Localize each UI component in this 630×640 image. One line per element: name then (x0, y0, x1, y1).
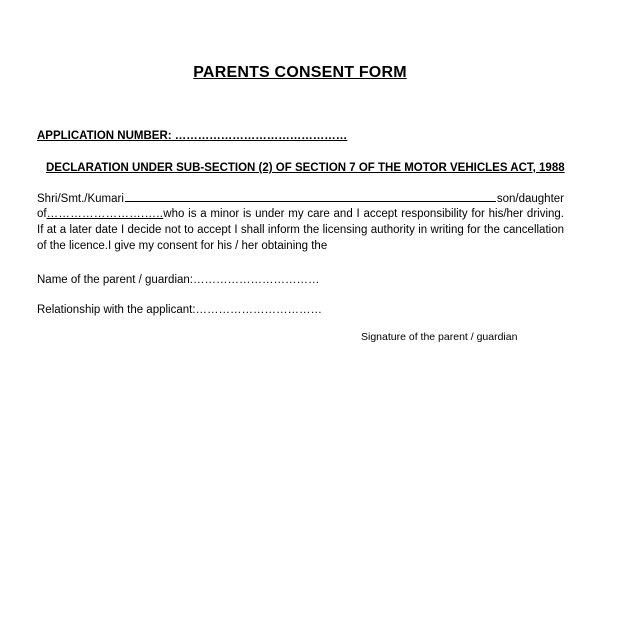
shri-label: Shri/Smt./Kumari (37, 193, 124, 205)
son-daughter-label: son/daughter (496, 193, 564, 205)
relationship-field: Relationship with the applicant:…………………………… (37, 304, 323, 316)
signature-label: Signature of the parent / guardian (361, 331, 518, 343)
declaration-heading: DECLARATION UNDER SUB-SECTION (2) OF SECTION 7 OF THE MOTOR VEHICLES ACT, 1988 (46, 162, 565, 174)
parent-name-field: Name of the parent / guardian:…………………………… (37, 274, 320, 286)
form-title: PARENTS CONSENT FORM (193, 64, 407, 81)
declaration-paragraph (37, 206, 564, 254)
application-number-field: APPLICATION NUMBER: ……………………………………… (37, 130, 348, 142)
applicant-name-blank (125, 190, 496, 202)
guardian-of-blank: …………………….….. (46, 208, 164, 220)
declaration-body-text: who is a minor is under my care and I accept responsibility for his/her driving. If at a later date I decide not to accept I shall inform the licensing authority in writing for the cancellation of the licence.I give my consent for his / her obtaining the (37, 208, 564, 252)
of-label: of (37, 208, 47, 220)
applicant-name-line (37, 190, 564, 207)
